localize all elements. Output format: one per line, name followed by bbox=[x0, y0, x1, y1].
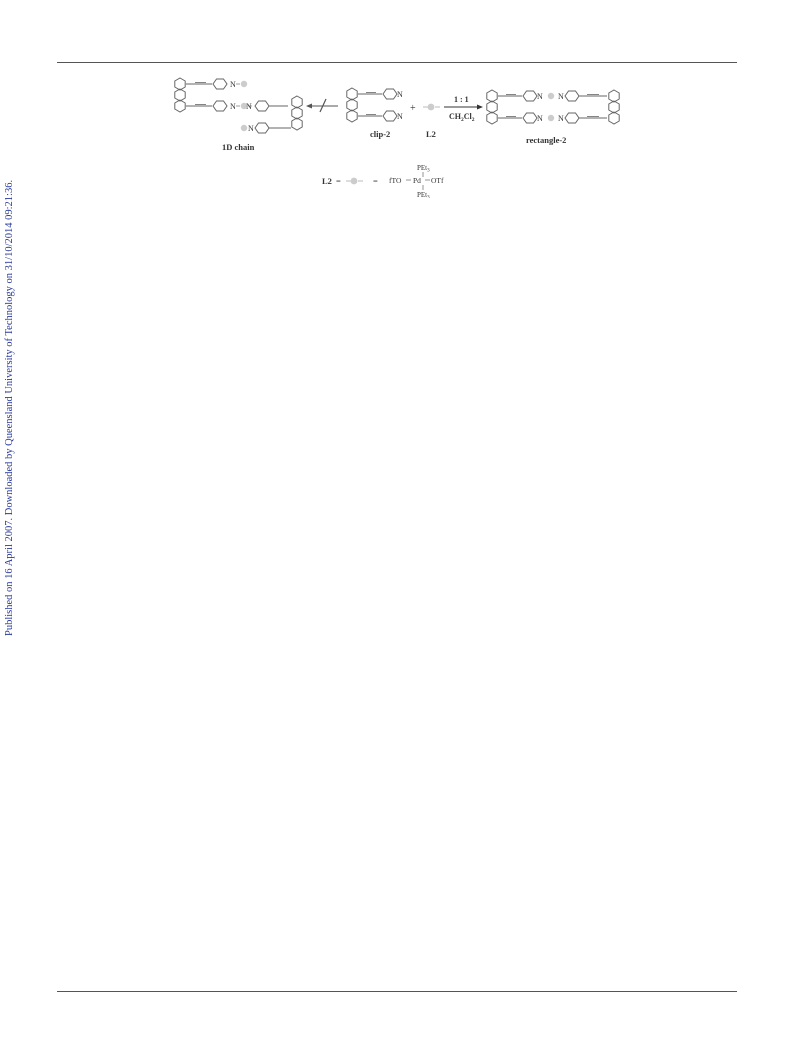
footer-rule bbox=[57, 991, 737, 992]
otf-right: OTf bbox=[431, 176, 444, 185]
pd-node bbox=[548, 115, 554, 121]
reaction-scheme bbox=[160, 74, 630, 198]
equals-sign: = bbox=[336, 176, 341, 186]
n-atom: N bbox=[248, 124, 254, 133]
pet3-bottom: PEt$_3$ bbox=[417, 191, 430, 198]
equals-sign: = bbox=[373, 176, 378, 186]
rectangle-structure bbox=[487, 90, 619, 124]
header-rule bbox=[57, 62, 737, 63]
clip-structure bbox=[347, 88, 403, 122]
n-atom: N bbox=[230, 80, 236, 89]
chain-structure bbox=[175, 78, 302, 133]
otf-left: fTO bbox=[389, 176, 402, 185]
pet3-top: PEt$_3$ bbox=[417, 164, 430, 174]
pd-atom: Pd bbox=[413, 176, 421, 185]
pd-node bbox=[548, 93, 554, 99]
l2-legend-node bbox=[351, 178, 358, 185]
n-atom: N bbox=[230, 102, 236, 111]
l2-definition bbox=[322, 164, 444, 198]
solvent-label: $CH_2Cl_2$ bbox=[449, 112, 475, 123]
n-atom: N bbox=[246, 102, 252, 111]
n-atom: N bbox=[537, 92, 543, 101]
plus-sign: + bbox=[410, 103, 416, 114]
n-atom: N bbox=[397, 112, 403, 121]
ratio-label: 1 : 1 bbox=[454, 95, 469, 104]
l2-node bbox=[423, 104, 440, 111]
pd-node bbox=[241, 81, 247, 87]
l2-definition-lhs: L2 bbox=[322, 176, 332, 186]
rectangle-label: rectangle-2 bbox=[526, 135, 567, 145]
clip-label: clip-2 bbox=[370, 129, 391, 139]
n-atom: N bbox=[558, 114, 564, 123]
download-watermark-text: Published on 16 April 2007. Downloaded by Queensland University of Technology on 31/10/2014 09:21:36. bbox=[4, 179, 15, 636]
n-atom: N bbox=[397, 90, 403, 99]
download-watermark bbox=[0, 0, 24, 1040]
n-atom: N bbox=[558, 92, 564, 101]
chain-label: 1D chain bbox=[222, 142, 255, 152]
no-reaction-arrow bbox=[306, 99, 338, 112]
n-atom: N bbox=[537, 114, 543, 123]
pd-node bbox=[241, 125, 247, 131]
reaction-arrow bbox=[444, 105, 483, 110]
l2-label: L2 bbox=[426, 129, 436, 139]
